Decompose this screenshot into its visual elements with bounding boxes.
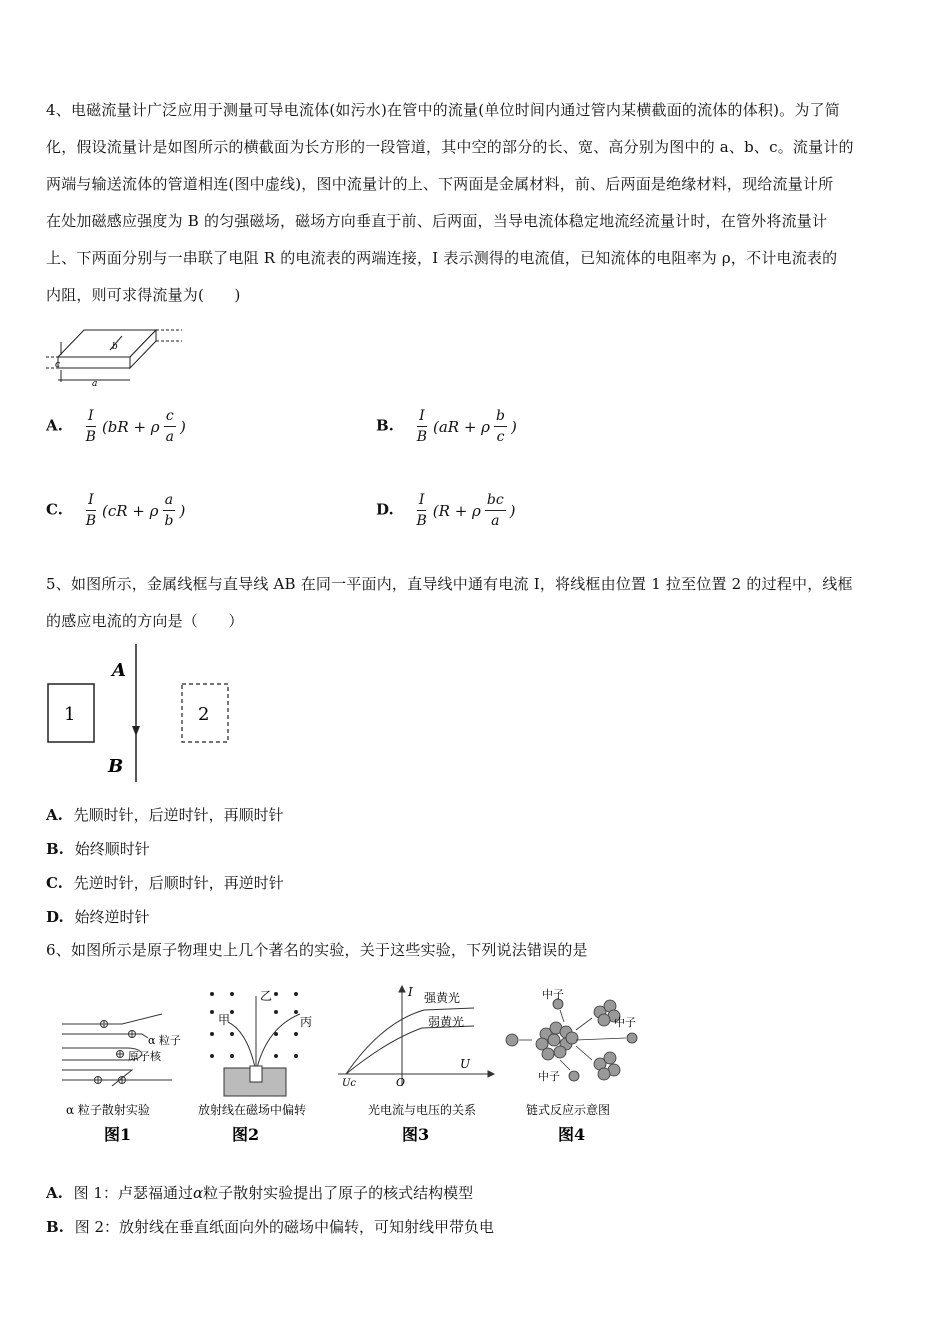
current-arrow-icon — [132, 726, 140, 736]
fig2-caption: 放射线在磁场中偏转 — [198, 1103, 307, 1117]
q5-option-a[interactable]: A. 先顺时针，后逆时针，再顺时针 — [46, 806, 284, 824]
question-5-stem — [46, 566, 906, 640]
fig3-I-label: I — [408, 985, 413, 999]
fig3-title: 图3 — [402, 1125, 430, 1144]
fig1-alpha-label: α 粒子 — [148, 1034, 181, 1047]
q5-option-c[interactable]: C. 先逆时针，后顺时针，再逆时针 — [46, 874, 284, 892]
label-1: 1 — [64, 704, 76, 725]
fig3-strong-label: 强黄光 — [424, 991, 461, 1005]
q4-option-a[interactable]: A. $\frac{I}{B}$ (bR + ρ $\frac{c}{a}$ ) — [46, 408, 186, 445]
fig2-title: 图2 — [232, 1125, 260, 1144]
fig2-yi-label: 乙 — [260, 989, 273, 1003]
fig4-neutron-label-3: 中子 — [538, 1070, 560, 1083]
question-4-stem — [46, 92, 906, 314]
fig3-U-label: U — [460, 1057, 471, 1071]
q4-line-2: 化，假设流量计是如图所示的横截面为长方形的一段管道，其中空的部分的长、宽、高分别为图中的 a、b、c。流量计的 — [46, 138, 854, 156]
q4-option-c[interactable]: C. $\frac{I}{B}$ (cR + ρ $\frac{a}{b}$ ) — [46, 492, 186, 529]
fig2-radiation-deflection — [210, 992, 300, 1096]
question-6-stem: 6、如图所示是原子物理史上几个著名的实验，关于这些实验，下列说法错误的是 — [46, 941, 588, 959]
q4-line-6: 内阻，则可求得流量为( ) — [46, 286, 241, 304]
label-b: b — [112, 342, 118, 352]
wire-frame-figure — [44, 640, 244, 786]
q5-option-b[interactable]: B. 始终顺时针 — [46, 840, 150, 858]
q4-line-5: 上、下两面分别与一串联了电阻 R 的电流表的两端连接，I 表示测得的电流值，已知流体的电阻率为 ρ，不计电流表的 — [46, 249, 838, 267]
fig3-Uc-label: Uc — [342, 1078, 357, 1089]
q4-option-b[interactable]: B. $\frac{I}{B}$ (aR + ρ $\frac{b}{c}$ ) — [376, 408, 517, 445]
fig3-O-label: O — [396, 1076, 406, 1089]
q4-line-4: 在处加磁感应强度为 B 的匀强磁场，磁场方向垂直于前、后两面，当导电流体稳定地流经流量计时，在管外将流量计 — [46, 212, 828, 230]
fig4-caption: 链式反应示意图 — [526, 1103, 611, 1117]
flowmeter-figure — [44, 322, 184, 390]
fig1-caption: α 粒子散射实验 — [66, 1103, 150, 1117]
q5-line-1: 5、如图所示，金属线框与直导线 AB 在同一平面内，直导线中通有电流 I，将线框由位置 1 拉至位置 2 的过程中，线框 — [46, 575, 853, 593]
fig2-jia-label: 甲 — [218, 1013, 231, 1027]
experiments-figure — [52, 982, 652, 1148]
fig2-bing-label: 丙 — [300, 1015, 313, 1029]
fig1-nucleus-label: 原子核 — [128, 1050, 161, 1063]
fig4-neutron-label-1: 中子 — [542, 988, 564, 1001]
q6-option-b[interactable]: B. 图 2：放射线在垂直纸面向外的磁场中偏转，可知射线甲带负电 — [46, 1218, 495, 1236]
fig4-title: 图4 — [558, 1125, 586, 1144]
fig3-photocurrent-curve — [338, 986, 494, 1086]
fig4-neutron-label-2: 中子 — [614, 1016, 636, 1029]
q6-option-a[interactable]: A. 图 1：卢瑟福通过α粒子散射实验提出了原子的核式结构模型 — [46, 1184, 474, 1202]
label-2: 2 — [198, 704, 210, 725]
fig3-caption: 光电流与电压的关系 — [368, 1103, 477, 1117]
fig4-chain-reaction — [506, 999, 637, 1081]
q4-line-1: 4、电磁流量计广泛应用于测量可导电流体(如污水)在管中的流量(单位时间内通过管内某横截面的流体的体积)。为了简 — [46, 101, 840, 119]
fig3-weak-label: 弱黄光 — [428, 1015, 465, 1029]
label-c: c — [55, 360, 61, 370]
q5-line-2: 的感应电流的方向是（ ） — [46, 612, 244, 630]
q4-option-d[interactable]: D. $\frac{I}{B}$ (R + ρ $\frac{bc}{a}$ ) — [376, 492, 516, 529]
label-a: a — [92, 379, 98, 389]
fig1-title: 图1 — [104, 1125, 132, 1144]
label-B: B — [108, 756, 124, 777]
q4-line-3: 两端与输送流体的管道相连(图中虚线)，图中流量计的上、下两面是金属材料，前、后两面是绝缘材料，现给流量计所 — [46, 175, 834, 193]
label-A: A — [112, 660, 126, 681]
q5-option-d[interactable]: D. 始终逆时针 — [46, 908, 150, 926]
